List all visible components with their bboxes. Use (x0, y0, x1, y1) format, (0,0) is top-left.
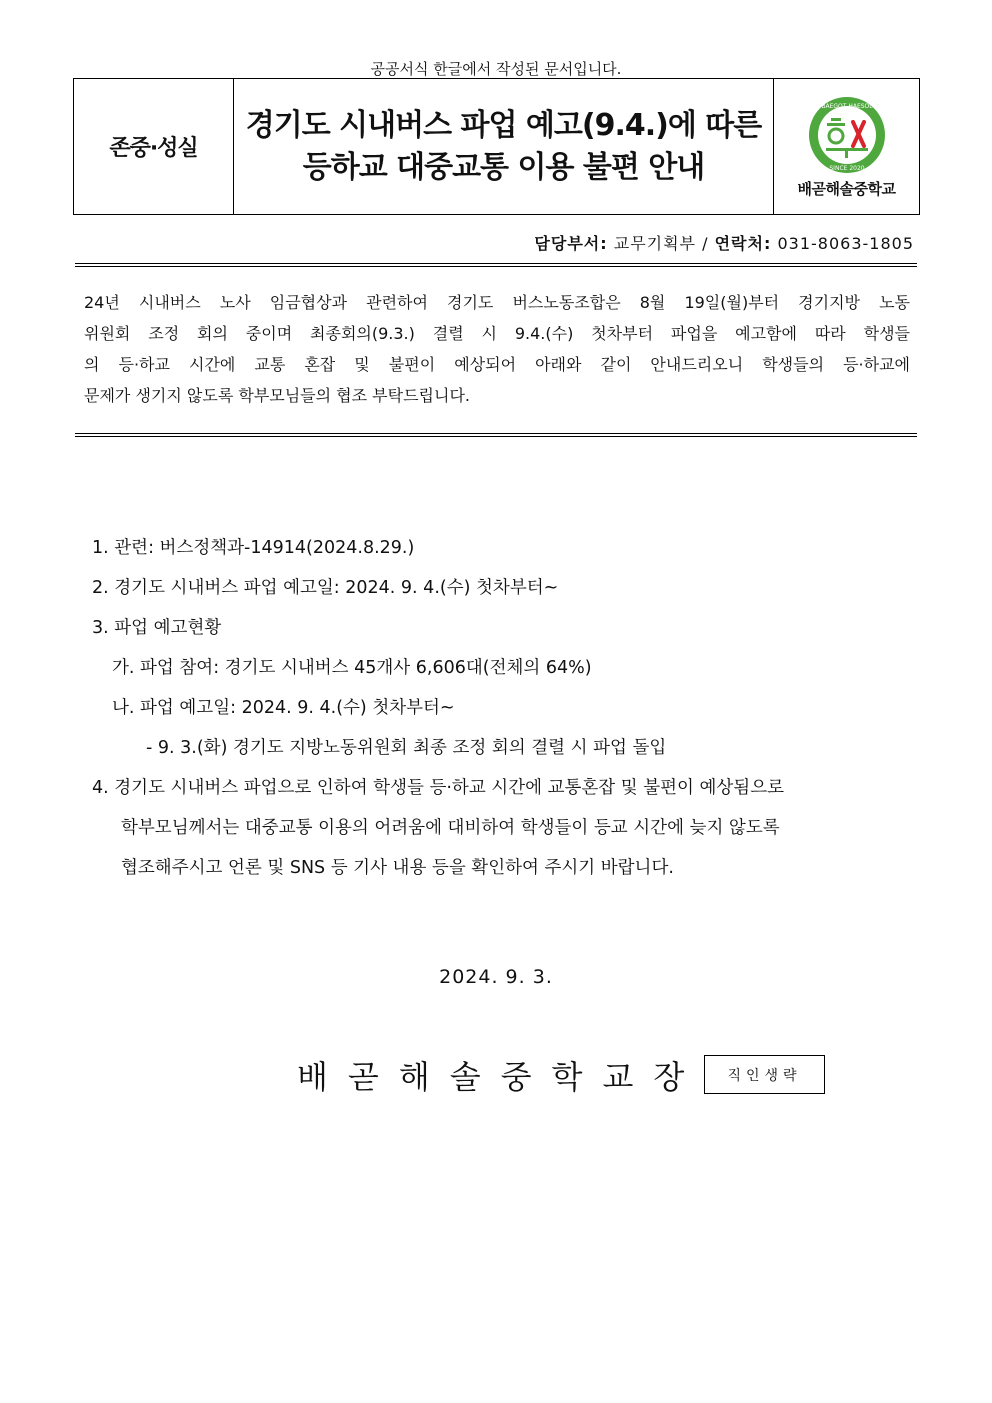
item-3a-participants: 가. 파업 참여: 경기도 시내버스 45개사 6,606대(전체의 64%) (112, 658, 592, 678)
dept-value: 교무기획부 (613, 234, 697, 253)
principal-signature: 배곧해솔중학교장 (297, 1058, 705, 1096)
title-line-1: 경기도 시내버스 파업 예고(9.4.)에 따른 (245, 107, 762, 143)
school-logo (774, 79, 919, 214)
intro-line-3: 의 등·하교 시간에 교통 혼잡 및 불편이 예상되어 아래와 같이 안내드리오니 학생들의 등·하교에 (84, 355, 910, 374)
item-4-line-3: 협조해주시고 언론 및 SNS 등 기사 내용 등을 확인하여 주시기 바랍니다. (121, 858, 674, 878)
divider-top (75, 263, 917, 267)
document-date: 2024. 9. 3. (439, 966, 553, 988)
item-4-line-1: 4. 경기도 시내버스 파업으로 인하여 학생들 등·하교 시간에 교통혼잡 및 불편이 예상됨으로 (92, 778, 785, 798)
svg-text:BAEGOT HAESOL: BAEGOT HAESOL (820, 103, 873, 110)
divider-bottom (75, 433, 917, 437)
svg-text:SINCE 2020: SINCE 2020 (828, 165, 865, 172)
item-4-line-2: 학부모님께서는 대중교통 이용의 어려움에 대비하여 학생들이 등교 시간에 늦지 않도록 (121, 818, 780, 838)
intro-line-1: 24년 시내버스 노사 임금협상과 관련하여 경기도 버스노동조합은 8월 19일(월)부터 경기지방 노동 (84, 293, 910, 312)
item-3b-detail: - 9. 3.(화) 경기도 지방노동위원회 최종 조정 회의 결렬 시 파업 돌입 (146, 738, 667, 758)
title-line-2: 등하교 대중교통 이용 불편 안내 (302, 149, 705, 185)
item-2-strike-date: 2. 경기도 시내버스 파업 예고일: 2024. 9. 4.(수) 첫차부터~ (92, 578, 559, 598)
contact-separator: / (702, 234, 709, 253)
item-1-reference: 1. 관련: 버스정책과-14914(2024.8.29.) (92, 538, 415, 558)
document-header (73, 78, 920, 215)
seal-omitted-box: 직인생략 (704, 1055, 825, 1094)
school-motto: 존중·성실 (74, 79, 234, 214)
item-3-heading: 3. 파업 예고현황 (92, 618, 222, 638)
phone-label: 연락처: (714, 234, 772, 253)
intro-line-4: 문제가 생기지 않도록 학부모님들의 협조 부탁드립니다. (84, 386, 471, 405)
document-title (234, 79, 774, 214)
contact-info (534, 231, 914, 254)
public-form-notice: 공공서식 한글에서 작성된 문서입니다. (370, 60, 622, 78)
item-3b-notice-date: 나. 파업 예고일: 2024. 9. 4.(수) 첫차부터~ (112, 698, 455, 718)
intro-paragraph (84, 287, 910, 411)
school-logo-name: 배곧해솔중학교 (797, 180, 896, 198)
phone-value: 031-8063-1805 (777, 234, 914, 253)
dept-label: 담당부서: (534, 234, 608, 253)
intro-line-2: 위원회 조정 회의 중이며 최종회의(9.3.) 결렬 시 9.4.(수) 첫차부터 파업을 예고함에 따라 학생들 (84, 324, 910, 343)
school-emblem-icon (806, 94, 888, 176)
